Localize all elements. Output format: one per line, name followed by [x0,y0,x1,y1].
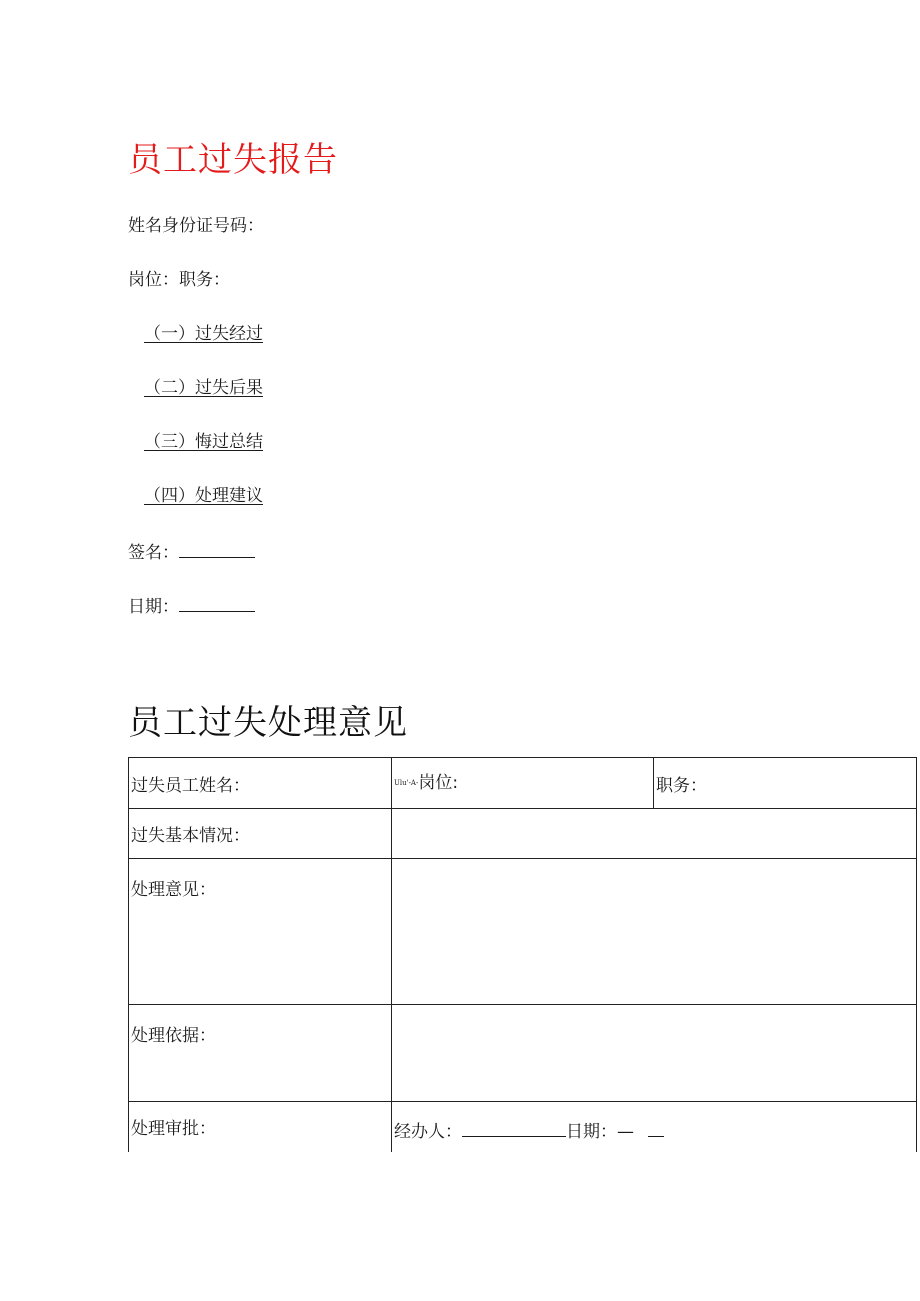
post-field [394,771,458,795]
report-title: 员工过失报告 [128,140,338,180]
opinion-label: 处理意见： [131,880,216,900]
cell-approval-value [392,1102,917,1152]
employee-name-label: 过失员工姓名： [131,776,250,796]
section-incident-consequence: （二）过失后果 [144,378,263,398]
opinion-table [128,757,917,1152]
cell-basis-label [129,1005,392,1102]
cell-opinion-value[interactable] [392,859,917,1005]
signature-blank-line[interactable] [179,538,255,558]
cell-duty[interactable] [654,758,917,809]
name-id-label: 姓名身份证号码： [128,216,264,236]
approval-line [394,1117,664,1144]
approval-label: 处理审批： [131,1119,216,1139]
signature-field [128,538,255,565]
section-repentance-summary: （三）悔过总结 [144,432,263,452]
date-field [128,592,255,619]
section-handling-suggestion: （四）处理建议 [144,486,263,506]
cell-basic-situation-value[interactable] [392,809,917,859]
duty-label: 职务： [656,776,707,796]
date-blank-line[interactable] [648,1117,664,1137]
basis-label: 处理依据： [131,1026,216,1046]
cell-opinion-label [129,859,392,1005]
date-blank-line[interactable] [179,592,255,612]
name-id-field [128,214,264,238]
date-label: 日期： [128,597,179,617]
post-duty-field [128,268,230,292]
signature-label: 签名： [128,543,179,563]
cell-basic-situation-label [129,809,392,859]
approval-date-label: 日期： [566,1122,617,1142]
opinion-title: 员工过失处理意见 [128,703,408,743]
cell-basis-value[interactable] [392,1005,917,1102]
post-duty-label: 岗位：职务： [128,270,230,290]
cell-employee-name[interactable] [129,758,392,809]
section-incident-process: （一）过失经过 [144,324,263,344]
dash-gap [634,1118,648,1137]
cell-approval-label [129,1102,392,1152]
handler-label: 经办人： [394,1122,462,1142]
basic-situation-label: 过失基本情况： [131,826,250,846]
cell-post[interactable] [392,758,654,809]
post-label: 岗位: [418,773,459,793]
scan-artifact-text: Ulu'-A- [394,779,419,787]
handler-blank-line[interactable] [462,1117,566,1137]
date-dash-1: — [617,1122,634,1142]
